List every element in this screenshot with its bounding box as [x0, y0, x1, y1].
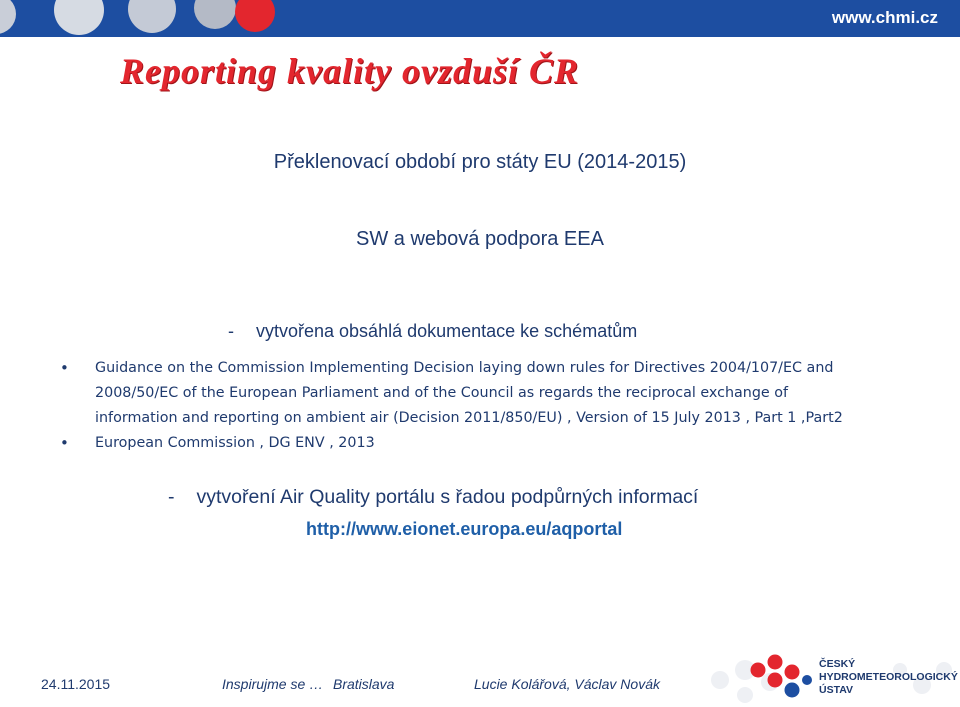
footer-authors: Lucie Kolářová, Václav Novák: [474, 676, 660, 692]
logo-line: ÚSTAV: [819, 684, 854, 696]
logo-line: ČESKÝ: [819, 658, 856, 670]
point-documentation-text: vytvořena obsáhlá dokumentace ke schématům: [256, 321, 638, 341]
slide-title: Reporting kvality ovzduší ČR: [120, 51, 580, 91]
footer-date: 24.11.2015: [41, 676, 111, 692]
deco-circle-gray-2: [54, 0, 104, 35]
bullet-list: [58, 356, 908, 456]
subtitle-eea-support: SW a webová podpora EEA: [356, 228, 604, 250]
logo-line: HYDROMETEOROLOGICKÝ: [819, 671, 958, 683]
bullet-line: Guidance on the Commission Implementing Decision laying down rules for Directives 2004/107/EC and: [95, 360, 834, 376]
deco-circle-gray-4: [194, 0, 236, 29]
bullet-item-guidance: [58, 356, 908, 431]
point-documentation: [228, 321, 637, 342]
footer-event: Inspirujme se …: [222, 676, 324, 692]
bullet-item-commission: [58, 431, 908, 456]
bullet-line: European Commission , DG ENV , 2013: [95, 435, 375, 451]
dash-marker: -: [168, 486, 175, 508]
deco-circle-gray-3: [128, 0, 176, 33]
deco-circle-gray-1: [0, 0, 16, 34]
chmi-logo-icon: [748, 652, 812, 704]
header-decoration: [0, 0, 960, 37]
dash-marker: -: [228, 321, 234, 341]
aqportal-link[interactable]: http://www.eionet.europa.eu/aqportal: [306, 519, 623, 539]
bullet-line: 2008/50/EC of the European Parliament and of the Council as regards the reciprocal exchange of: [95, 385, 789, 401]
bullet-line: information and reporting on ambient air (Decision 2011/850/EU) , Version of 15 July 2013 , Part 1 ,Part2: [95, 410, 843, 426]
point-portal-text: vytvoření Air Quality portálu s řadou podpůrných informací: [196, 486, 699, 508]
footer-city: Bratislava: [333, 676, 395, 692]
subtitle-transition-period: Překlenovací období pro státy EU (2014-2015): [273, 151, 687, 173]
header-bar: [0, 0, 960, 37]
site-url[interactable]: www.chmi.cz: [831, 8, 938, 27]
deco-circle-red: [235, 0, 275, 32]
bullet-dot-icon: •: [60, 359, 69, 377]
bullet-dot-icon: •: [60, 434, 69, 452]
point-portal: [168, 486, 698, 509]
chmi-logo-text: [819, 658, 958, 697]
